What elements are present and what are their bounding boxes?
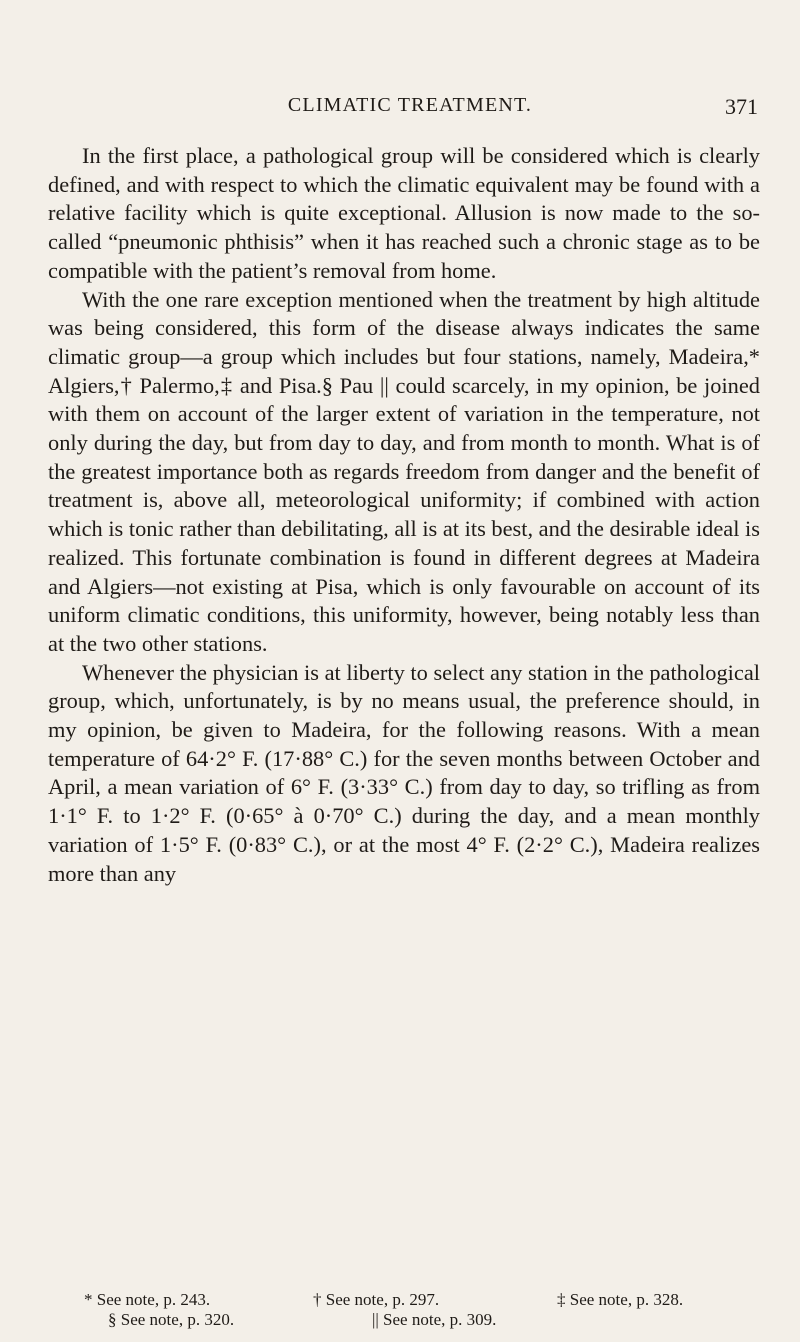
page-header: [210, 94, 758, 124]
footnote-row-2: [84, 1310, 774, 1330]
footnote-3: ‡ See note, p. 328.: [557, 1290, 684, 1309]
page-number: 371: [725, 94, 758, 119]
paragraph-1: In the first place, a pathological group will be considered which is clearly defined, and with respect to which the climatic equivalent may be found with a relative facility which is quite exceptional. Allusion is now made to the so-called “pneumonic phthisis” when it has reached such a chronic stage as to be compatible with the patient’s removal from home.: [48, 143, 760, 283]
footnote-1: * See note, p. 243.: [84, 1290, 211, 1309]
footnote-5: || See note, p. 309.: [372, 1310, 497, 1329]
paragraph-2: With the one rare exception mentioned when the treatment by high altitude was being considered, this form of the disease always indicates the same climatic group—a group which includes but four stations, namely, Madeira,* Algiers,† Palermo,‡ and Pisa.§ Pau || could scarcely, in my opinion, be joined with them on account of the larger extent of variation in the temperature, not only during the day, but from day to day, and from month to month. What is of the greatest importance both as regards freedom from danger and the benefit of treatment is, above all, meteorological uniformity; if combined with action which is tonic rather than debilitating, all is at its best, and the desirable ideal is realized. This fortunate combination is found in different degrees at Madeira and Algiers—not existing at Pisa, which is only favourable on account of its uniform climatic conditions, this uniformity, however, being notably less than at the two other stations.: [48, 286, 760, 656]
running-head: CLIMATIC TREATMENT.: [287, 94, 533, 116]
paragraph-3: Whenever the physician is at liberty to select any station in the pathological group, which, unfortunately, is by no means usual, the preference should, in my opinion, be given to Madeira, for the following reasons. With a mean temperature of 64·2° F. (17·88° C.) for the seven months between October and April, a mean variation of 6° F. (3·33° C.) from day to day, so trifling as from 1·1° F. to 1·2° F. (0·65° à 0·70° C.) during the day, and a mean monthly variation of 1·5° F. (0·83° C.), or at the most 4° F. (2·2° C.), Madeira realizes more than any: [48, 659, 760, 886]
footnotes: [84, 1290, 774, 1330]
footnote-2: † See note, p. 297.: [313, 1290, 440, 1309]
body-text: [48, 142, 760, 888]
footnote-4: § See note, p. 320.: [108, 1310, 235, 1329]
footnote-row-1: [84, 1290, 774, 1310]
